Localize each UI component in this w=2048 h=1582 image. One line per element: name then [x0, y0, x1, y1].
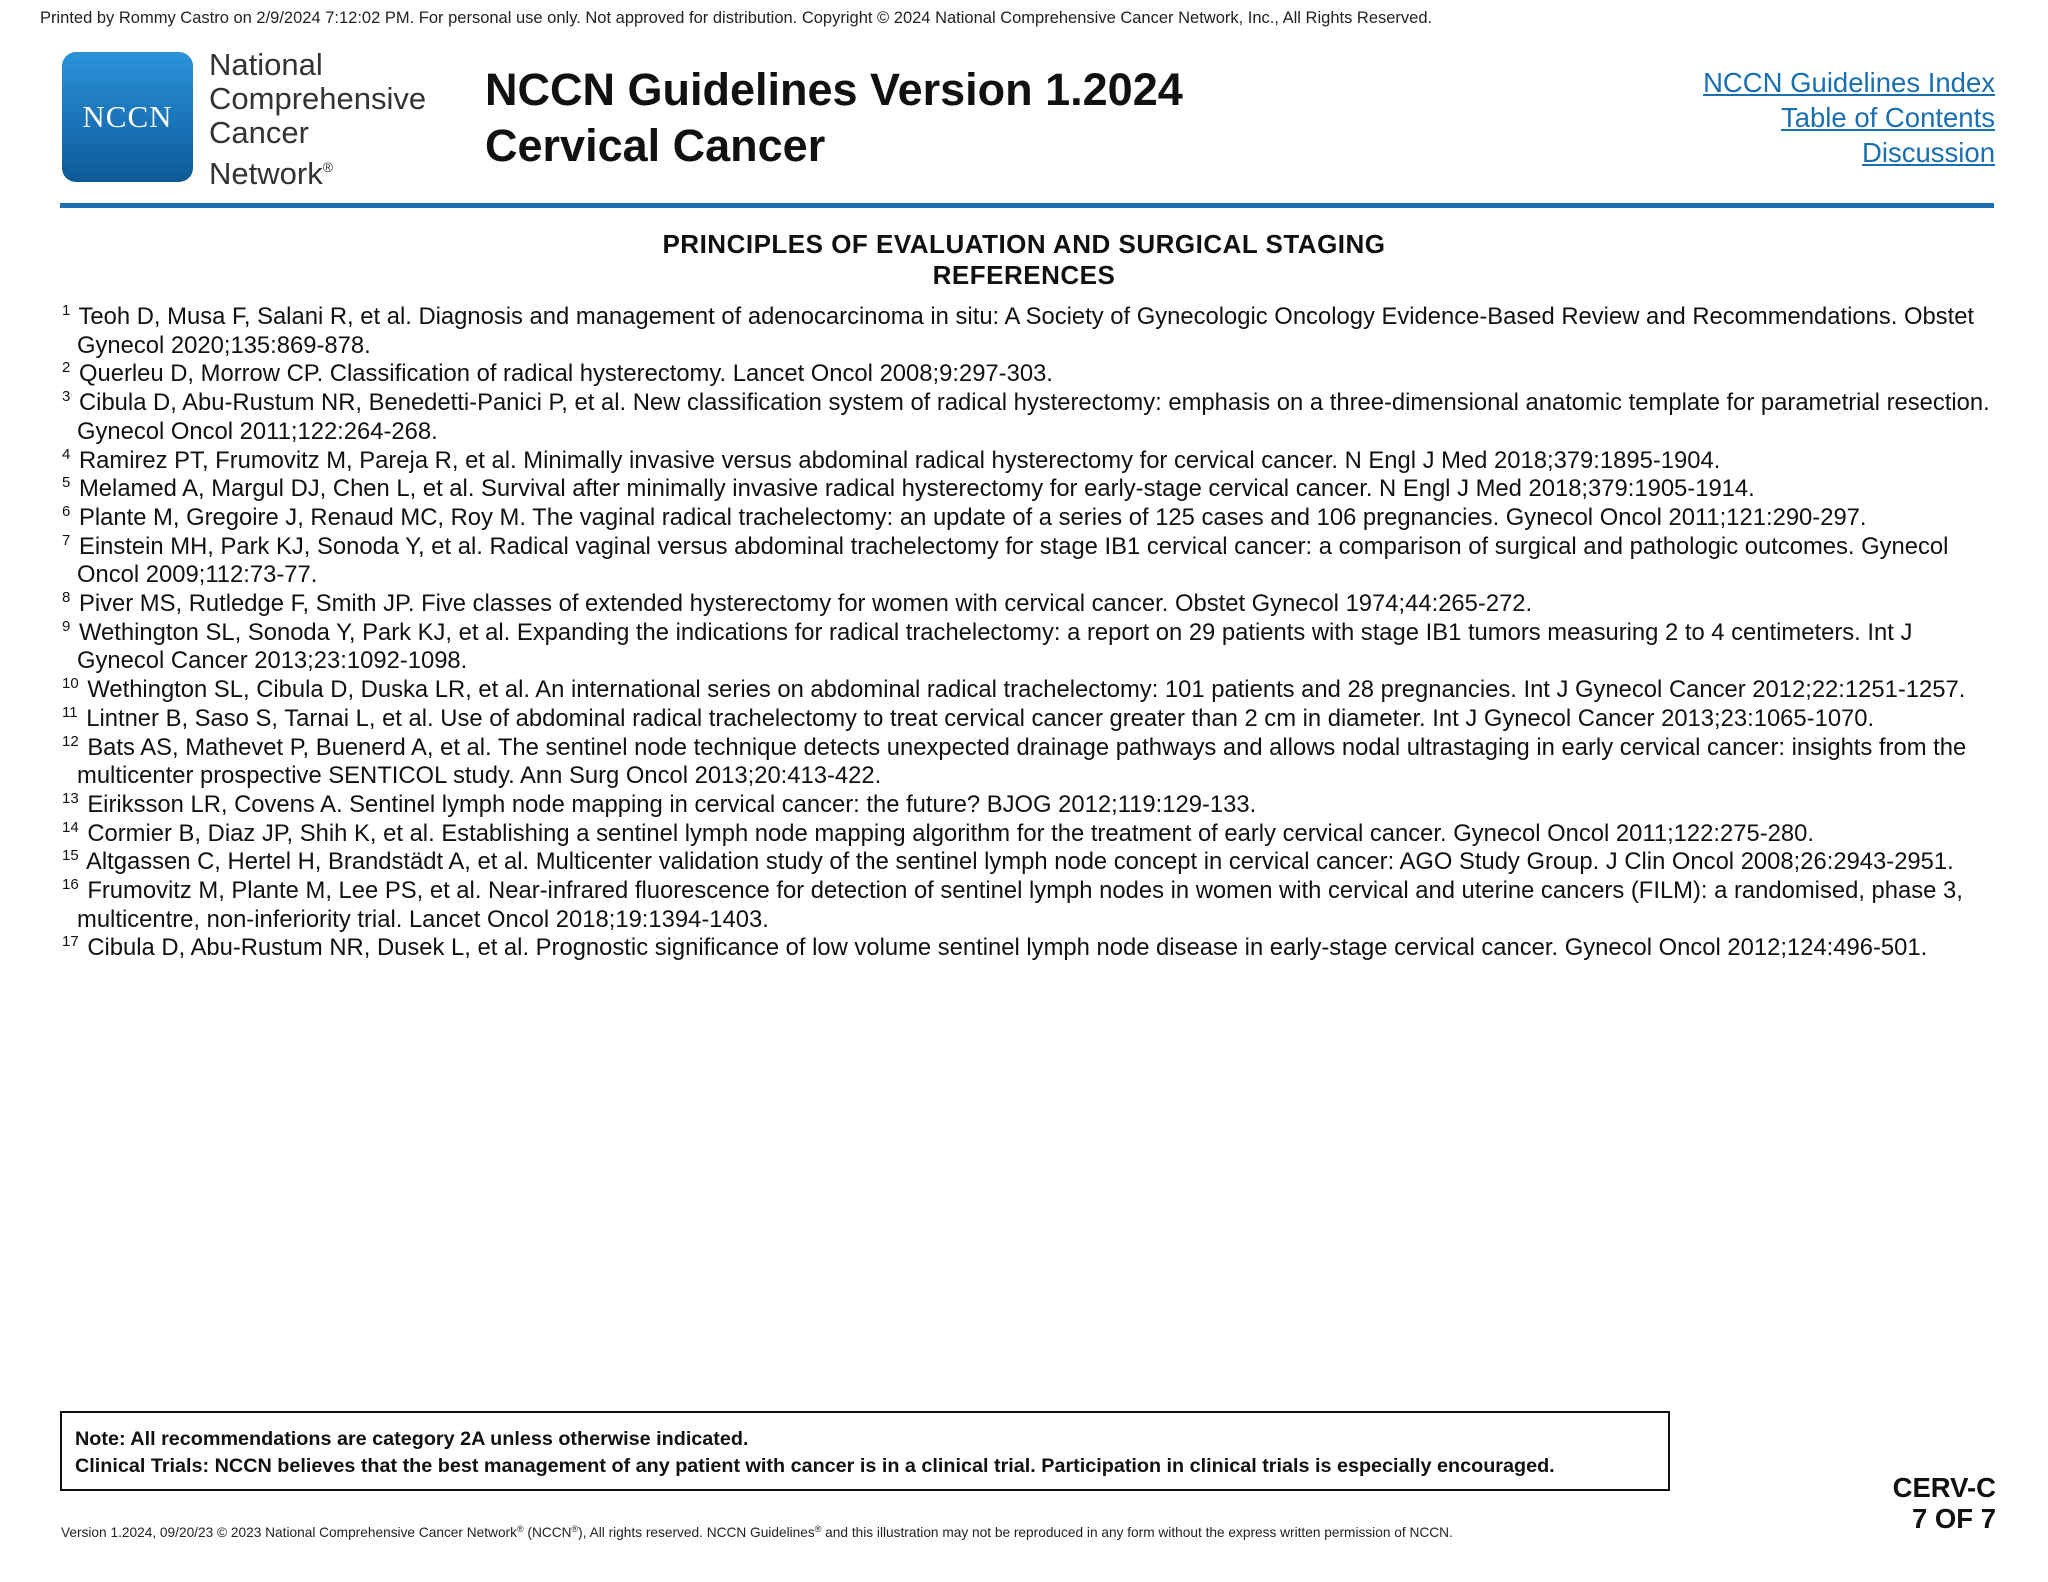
logo-text: NCCN	[82, 99, 173, 134]
reference-text: Cibula D, Abu-Rustum NR, Dusek L, et al. Prognostic significance of low volume sentinel lymph node disease in early-stage cervical cancer. Gynecol Oncol 2012;124:496-501.	[87, 934, 1928, 962]
reference-item	[62, 389, 1997, 446]
footer-text: (NCCN	[523, 1525, 572, 1540]
reference-text: Frumovitz M, Plante M, Lee PS, et al. Near-infrared fluorescence for detection of sentinel lymph nodes in women with cervical and uterine cancers (FILM): a randomised, phase 3, multicentre, non-inferiority trial. Lancet Oncol 2018;19:1394-1403.	[77, 877, 1963, 933]
reference-text: Querleu D, Morrow CP. Classification of radical hysterectomy. Lancet Oncol 2008;9:297-303.	[78, 360, 1053, 388]
reference-item	[62, 533, 1997, 590]
org-line-text: Network	[209, 156, 323, 191]
reference-number: 7	[62, 531, 71, 549]
print-notice: Printed by Rommy Castro on 2/9/2024 7:12:02 PM. For personal use only. Not approved for distribution. Copyright © 2024 National Comprehensive Cancer Network, Inc., All Rights Reserved.	[40, 9, 1433, 27]
note-clinical-trials: Clinical Trials: NCCN believes that the best management of any patient with cancer is in a clinical trial. Participation in clinical trials is especially encouraged.	[75, 1455, 1555, 1477]
reference-item	[62, 791, 1997, 820]
note-box	[60, 1411, 1670, 1491]
reference-number: 14	[62, 818, 79, 836]
reference-number: 17	[62, 933, 79, 951]
footer-text: ), All rights reserved. NCCN Guidelines	[578, 1525, 815, 1540]
reference-item	[62, 848, 1997, 877]
cancer-type-title: Cervical Cancer	[485, 120, 826, 171]
section-subtitle: REFERENCES	[932, 260, 1116, 290]
page-code: CERV-C	[1892, 1472, 1996, 1503]
reference-text: Wethington SL, Cibula D, Duska LR, et al. An international series on abdominal radical trachelectomy: 101 patients and 28 pregnancies. Int J Gynecol Cancer 2012;22:1251-1257.	[87, 676, 1966, 704]
header-divider	[60, 203, 1994, 208]
organization-name	[209, 48, 426, 191]
reference-number: 16	[62, 876, 79, 894]
reference-text: Cormier B, Diaz JP, Shih K, et al. Establishing a sentinel lymph node mapping algorithm for the treatment of early cervical cancer. Gynecol Oncol 2011;122:275-280.	[87, 819, 1814, 847]
registered-mark: ®	[571, 1524, 579, 1534]
reference-number: 8	[62, 589, 71, 607]
reference-item	[62, 820, 1997, 849]
reference-number: 2	[62, 359, 71, 377]
nccn-logo	[62, 52, 193, 182]
reference-number: 13	[62, 789, 79, 807]
org-line: Cancer	[209, 115, 309, 150]
reference-text: Eiriksson LR, Covens A. Sentinel lymph node mapping in cervical cancer: the future? BJOG 2012;119:129-133.	[87, 790, 1257, 818]
guidelines-version-title: NCCN Guidelines Version 1.2024	[485, 64, 1183, 115]
page-number: 7 OF 7	[1911, 1503, 1996, 1534]
footer-copyright	[61, 1525, 1453, 1540]
reference-number: 5	[62, 474, 71, 492]
reference-item	[62, 360, 1997, 389]
page-identifier	[1893, 1472, 1996, 1534]
page-title	[485, 62, 1183, 174]
references-list	[62, 303, 1997, 963]
reference-text: Teoh D, Musa F, Salani R, et al. Diagnosis and management of adenocarcinoma in situ: A Society of Gynecologic Oncology Evidence-Based Review and Recommendations. Obstet Gynecol 2020;135:869-878.	[77, 303, 1975, 359]
reference-number: 4	[62, 445, 71, 463]
reference-item	[62, 705, 1997, 734]
org-line: National	[209, 47, 323, 82]
reference-text: Piver MS, Rutledge F, Smith JP. Five classes of extended hysterectomy for women with cervical cancer. Obstet Gynecol 1974;44:265-272.	[78, 590, 1533, 618]
reference-item	[62, 619, 1997, 676]
header-nav	[1703, 65, 1995, 170]
org-line	[209, 150, 426, 191]
registered-mark: ®	[516, 1524, 524, 1534]
guidelines-index-link[interactable]: NCCN Guidelines Index	[1703, 67, 1995, 98]
reference-number: 1	[62, 302, 71, 319]
table-of-contents-link[interactable]: Table of Contents	[1780, 102, 1995, 133]
reference-item	[62, 303, 1997, 360]
reference-number: 9	[62, 617, 71, 635]
reference-number: 12	[62, 732, 79, 750]
section-heading	[0, 229, 2048, 291]
reference-number: 3	[62, 388, 71, 406]
reference-text: Ramirez PT, Frumovitz M, Pareja R, et al. Minimally invasive versus abdominal radical hysterectomy for cervical cancer. N Engl J Med 2018;379:1895-1904.	[78, 446, 1721, 474]
reference-text: Bats AS, Mathevet P, Buenerd A, et al. The sentinel node technique detects unexpected drainage pathways and allows nodal ultrastaging in early cervical cancer: insights from the multicenter prospective SENTICOL study. Ann Surg Oncol 2013;20:413-422.	[77, 733, 1967, 790]
reference-text: Lintner B, Saso S, Tarnai L, et al. Use of abdominal radical trachelectomy to treat cervical cancer greater than 2 cm in diameter. Int J Gynecol Cancer 2013;23:1065-1070.	[86, 704, 1875, 732]
org-line: Comprehensive	[209, 81, 427, 116]
reference-item	[62, 504, 1997, 533]
reference-item	[62, 934, 1997, 963]
reference-text: Melamed A, Margul DJ, Chen L, et al. Survival after minimally invasive radical hysterectomy for early-stage cervical cancer. N Engl J Med 2018;379:1905-1914.	[78, 475, 1755, 503]
note-category: Note: All recommendations are category 2A unless otherwise indicated.	[75, 1428, 749, 1450]
reference-item	[62, 590, 1997, 619]
footer-text: and this illustration may not be reproduced in any form without the express written permission of NCCN.	[821, 1525, 1453, 1540]
reference-text: Wethington SL, Sonoda Y, Park KJ, et al. Expanding the indications for radical trachelectomy: a report on 29 patients with stage IB1 tumors measuring 2 to 4 centimeters. Int J Gynecol Cancer 2013;23:1092-1098.	[77, 618, 1913, 675]
reference-number: 10	[62, 675, 79, 693]
registered-mark: ®	[814, 1524, 822, 1534]
reference-item	[62, 734, 1997, 791]
section-title: PRINCIPLES OF EVALUATION AND SURGICAL STAGING	[662, 229, 1386, 259]
reference-number: 6	[62, 502, 71, 520]
reference-number: 15	[62, 847, 79, 865]
reference-number: 11	[62, 703, 78, 721]
reference-text: Einstein MH, Park KJ, Sonoda Y, et al. Radical vaginal versus abdominal trachelectomy for stage IB1 cervical cancer: a comparison of surgical and pathologic outcomes. Gynecol Oncol 2009;112:73-77.	[77, 532, 1949, 589]
reference-item	[62, 676, 1997, 705]
footer-text: Version 1.2024, 09/20/23 © 2023 National Comprehensive Cancer Network	[61, 1525, 517, 1540]
registered-mark: ®	[322, 159, 334, 175]
reference-item	[62, 447, 1997, 476]
reference-item	[62, 475, 1997, 504]
reference-text: Altgassen C, Hertel H, Brandstädt A, et al. Multicenter validation study of the sentinel lymph node concept in cervical cancer: AGO Study Group. J Clin Oncol 2008;26:2943-2951.	[86, 848, 1954, 876]
reference-text: Cibula D, Abu-Rustum NR, Benedetti-Panici P, et al. New classification system of radical hysterectomy: emphasis on a three-dimensional anatomic template for parametrial resection. Gynecol Oncol 2011;122:264-268.	[77, 389, 1990, 445]
reference-text: Plante M, Gregoire J, Renaud MC, Roy M. The vaginal radical trachelectomy: an update of a series of 125 cases and 106 pregnancies. Gynecol Oncol 2011;121:290-297.	[78, 503, 1867, 531]
discussion-link[interactable]: Discussion	[1862, 137, 1995, 168]
reference-item	[62, 877, 1997, 934]
